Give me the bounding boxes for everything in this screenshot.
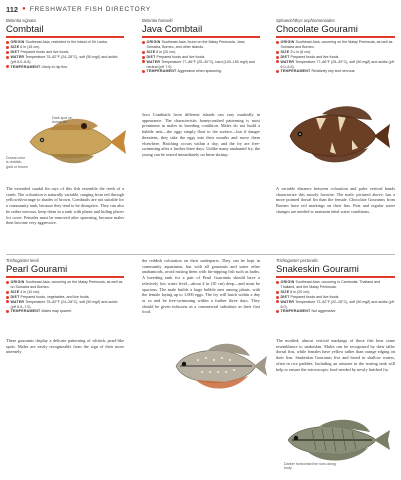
fact-item: SIZE 2¼ in (6 cm). [276,50,395,55]
bullet-dot-icon [142,56,145,59]
bullet-dot-icon [142,51,145,54]
fact-item: SIZE 8 in (20 cm). [276,290,395,295]
bullet-dot-icon [276,70,279,73]
fact-item: WATER Temperature 77–86°F (25–30°C), soft (50 mg/l) and acidic (pH 6.0–6.5). [276,60,395,70]
fact-item: TEMPERAMENT Aggressive when spawning. [142,69,260,74]
bullet-icon: ● [22,6,26,12]
snakeskin-rule [276,276,395,278]
combtail-body: The extended caudal fin rays of this fish resemble the teeth of a comb. The coloration is naturally variable, ranging from red through yellowish-orange to shades of brown. Combtails are not suitable for a community tank, because they tend to be disruptive. They can also be rather nervous, keep them in a tank with plants and hiding places for cover. Females must be removed after spawning, because males then become very aggressive. [6,186,124,226]
pearl-body-left: These gouramis display a delicate patterning of whitish, pearl-like spots. Males are easily recognizable from the sign of their more intensely [6,338,124,355]
bullet-dot-icon [6,291,9,294]
page-number: 112 [6,4,19,14]
pearl-title: Pearl Gourami [6,264,68,275]
fact-item: SIZE 8 in (20 cm). [142,50,260,55]
chocolate-facts [276,40,395,74]
bullet-dot-icon [142,41,145,44]
bullet-dot-icon [276,41,279,44]
bullet-dot-icon [142,70,145,73]
pearl-rule [6,276,124,278]
combtail-facts [6,40,124,69]
fact-item: WATER Temperature 77–86°F (25–30°C), hard (100–150 mg/l) and neutral (pH 7.0). [142,60,260,70]
fact-item: TEMPERAMENT Males may quarrel. [6,309,124,314]
pearl-gourami-fish-illustration [168,338,268,394]
snakeskin-callout-line: Darker horizontal line runs along body [284,462,336,471]
combtail-scientific-name: Belontia signata [6,18,36,23]
bullet-dot-icon [6,46,9,49]
java-rule [142,36,260,38]
combtail-callout-color: Dorsal color is reddish-gold or brown [6,156,28,169]
bullet-dot-icon [6,41,9,44]
fact-item: WATER Temperature 75–82°F (24–28°C), soft (50 mg/l) and acidic (pH 6.5–7.0). [6,300,124,310]
bullet-dot-icon [276,296,279,299]
fact-item: DIET Prepared foods and live foods. [142,55,260,60]
page-header [6,3,395,15]
bullet-dot-icon [276,300,279,303]
snakeskin-gourami-fish-illustration [282,414,392,464]
java-facts [142,40,260,74]
bullet-dot-icon [276,51,279,54]
combtail-title: Combtail [6,24,44,35]
snakeskin-title: Snakeskin Gourami [276,264,359,275]
fact-item: DIET Prepared foods and live foods. [276,55,395,60]
bullet-dot-icon [276,310,279,313]
fact-item: DIET Prepared foods and live foods. [276,295,395,300]
java-title: Java Combtail [142,24,203,35]
bullet-dot-icon [6,281,9,284]
bullet-dot-icon [276,291,279,294]
pearl-scientific-name: Trichogaster leerii [6,258,39,263]
bullet-dot-icon [6,51,9,54]
bullet-dot-icon [6,296,9,299]
bullet-dot-icon [276,60,279,63]
chocolate-rule [276,36,395,38]
snakeskin-facts [276,280,395,314]
fact-item: TEMPERAMENT Relatively shy and nervous. [276,69,395,74]
snakeskin-scientific-name: Trichogaster pectoralis [276,258,319,263]
fact-item: ORIGIN Southeast Asia, occurring on the Malay Peninsula, as well as Sumatra and Borneo. [276,40,395,50]
fact-item: DIET Prepared foods, vegetables, and live foods. [6,295,124,300]
combtail-rule [6,36,124,38]
fact-item: SIZE 4 in (10 cm). [6,290,124,295]
java-body: Java Combtails from different islands can vary markedly in appearance. The characteristic honeycombed patterning is most prominent in males in breeding condition. Males do not build a bubble nest—the eggs simply float to the surface—but if danger threatens, they take the eggs into their mouths and move them elsewhere. Hatching occurs within a day, and the fry are free-swimming after a further three days. Unlike many anabantid fry, the young can be reared immediately on brine shrimp. [142,112,260,157]
combtail-fish-illustration [20,112,128,172]
section-title: FRESHWATER FISH DIRECTORY [29,5,151,13]
fact-item: ORIGIN Southeast Asia, found on the Malay Peninsula, Java, Sumatra, Borneo, and other islands. [142,40,260,50]
bullet-dot-icon [276,281,279,284]
fact-item: WATER Temperature 72–82°F (22–28°C), soft (50 mg/l) and acidic (pH 6.0). [276,300,395,310]
bullet-dot-icon [6,300,9,303]
fact-item: SIZE 6 in (15 cm). [6,45,124,50]
chocolate-title: Chocolate Gourami [276,24,358,35]
bullet-dot-icon [142,60,145,63]
chocolate-gourami-fish-illustration [282,102,392,168]
bullet-dot-icon [6,65,9,68]
chocolate-body: A variable distance between coloration and paler vertical bands characterize this moody favorite. The male, pictured above, has a more pointed dorsal fin than the female. Chocolate Gouramis from Borneo have red markings on their fins. Peat and regular water changes are needed to maintain ideal water conditions. [276,186,395,214]
fact-item: ORIGIN Southeast Asia, restricted to the island of Sri Lanka. [6,40,124,45]
fact-item: TEMPERAMENT Not aggressive. [276,309,395,314]
bullet-dot-icon [276,56,279,59]
bullet-dot-icon [6,310,9,313]
pearl-facts [6,280,124,314]
fact-item: ORIGIN Southeast Asia, occurring in Cambodia, Thailand and Thailand, and the Malay Peninsula. [276,280,395,290]
pearl-body-middle: the reddish coloration on their underparts. They can be kept in community aquariums, but with all gouramis and some other anabantoids, avoid mixing them with fin-nipping fish such as barbs. A breeding tank for a pair of Pearl Gouramis should have a relatively low water level—about 4 in (10 cm) deep—and must be spacious. The male builds a large bubble nest among plants, with the female laying up to 1,000 eggs. The fry will hatch within a day or so and be free-swimming within a further three days. They should be given infusoria as a commercial substitute as their first food. [142,258,260,315]
java-scientific-name: Belontia hasselti [142,18,173,23]
fact-item: TEMPERAMENT Likely to nip fins. [6,65,124,70]
snakeskin-body: The mottled, almost vertical markings of these fish bear some resemblance to snakeskin. Males can be recognized by their taller dorsal fins, while females have yellow rather than orange edging on their fins. Snakeskin Gouramis live and breed in shallow waters, often in rice paddies. Including an airstone in the rearing tank will help to ensure the microscopic food needed by newly hatched fry. [276,338,395,372]
fact-item: DIET Prepared foods and live foods. [6,50,124,55]
fact-item: ORIGIN Southeast Asia, occurring on the Malay Peninsula, as well as on Sumatra and Borneo. [6,280,124,290]
combtail-callout-dorsal: Dark spot on dorsal fin [52,116,73,125]
bullet-dot-icon [6,56,9,59]
fact-item: WATER Temperature 75–82°F (24–28°C), soft (50 mg/l) and acidic (pH 6.0–6.5). [6,55,124,65]
section-divider [6,254,395,255]
chocolate-scientific-name: Sphaerichthys osphromenoides [276,18,335,23]
